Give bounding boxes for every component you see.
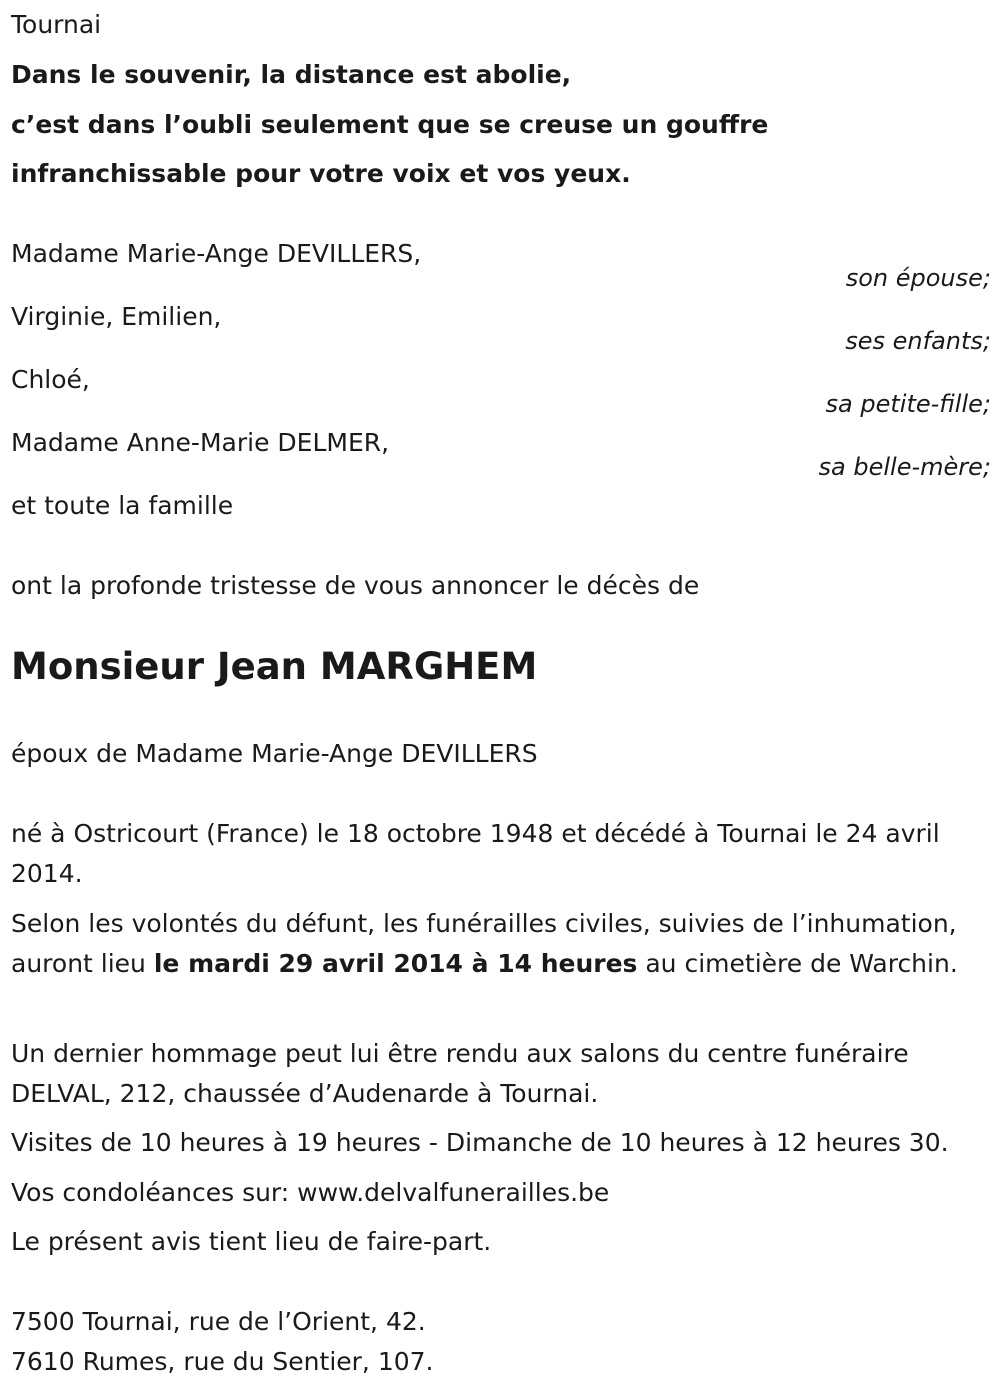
epitaph-line-2: c’est dans l’oubli seulement que se creuse un gouffre (11, 110, 769, 139)
announcement-text: ont la profonde tristesse de vous annoncer le décès de (11, 571, 700, 600)
visits-text: Visites de 10 heures à 19 heures - Dimanche de 10 heures à 12 heures 30. (11, 1128, 949, 1157)
family-member-role: sa petite-fille; (825, 390, 991, 418)
family-member-role: ses enfants; (845, 327, 991, 355)
funeral-text-before: Selon les volontés du défunt, les funérailles civiles, suivies de l’inhumation, auront lieu (11, 909, 957, 978)
family-member-name: Madame Anne-Marie DELMER, (11, 428, 390, 457)
family-member-name: Madame Marie-Ange DEVILLERS, (11, 239, 422, 268)
funeral-text (11, 904, 986, 984)
funeral-text-after: au cimetière de Warchin. (637, 949, 958, 978)
address-line: 7500 Tournai, rue de l’Orient, 42. (11, 1307, 426, 1336)
tribute-text: Un dernier hommage peut lui être rendu aux salons du centre funéraire DELVAL, 212, chaussée d’Audenarde à Tournai. (11, 1039, 909, 1108)
deceased-name: Monsieur Jean MARGHEM (11, 645, 538, 688)
city-heading: Tournai (11, 10, 102, 39)
birth-death-text: né à Ostricourt (France) le 18 octobre 1948 et décédé à Tournai le 24 avril 2014. (11, 819, 940, 888)
address-line: 7610 Rumes, rue du Sentier, 107. (11, 1347, 434, 1376)
family-member-role: sa belle-mère; (818, 453, 991, 481)
epitaph-line-1: Dans le souvenir, la distance est abolie, (11, 60, 572, 89)
notice-text: Le présent avis tient lieu de faire-part. (11, 1227, 492, 1256)
family-member-name: Virginie, Emilien, (11, 302, 222, 331)
family-member-name: Chloé, (11, 365, 90, 394)
family-member-role: son épouse; (845, 264, 991, 292)
condolences-text: Vos condoléances sur: www.delvalfunerailles.be (11, 1178, 610, 1207)
funeral-date-emphasis: le mardi 29 avril 2014 à 14 heures (153, 949, 638, 978)
epitaph-line-3: infranchissable pour votre voix et vos yeux. (11, 159, 631, 188)
spouse-line: époux de Madame Marie-Ange DEVILLERS (11, 739, 538, 768)
family-member-name: et toute la famille (11, 491, 234, 520)
